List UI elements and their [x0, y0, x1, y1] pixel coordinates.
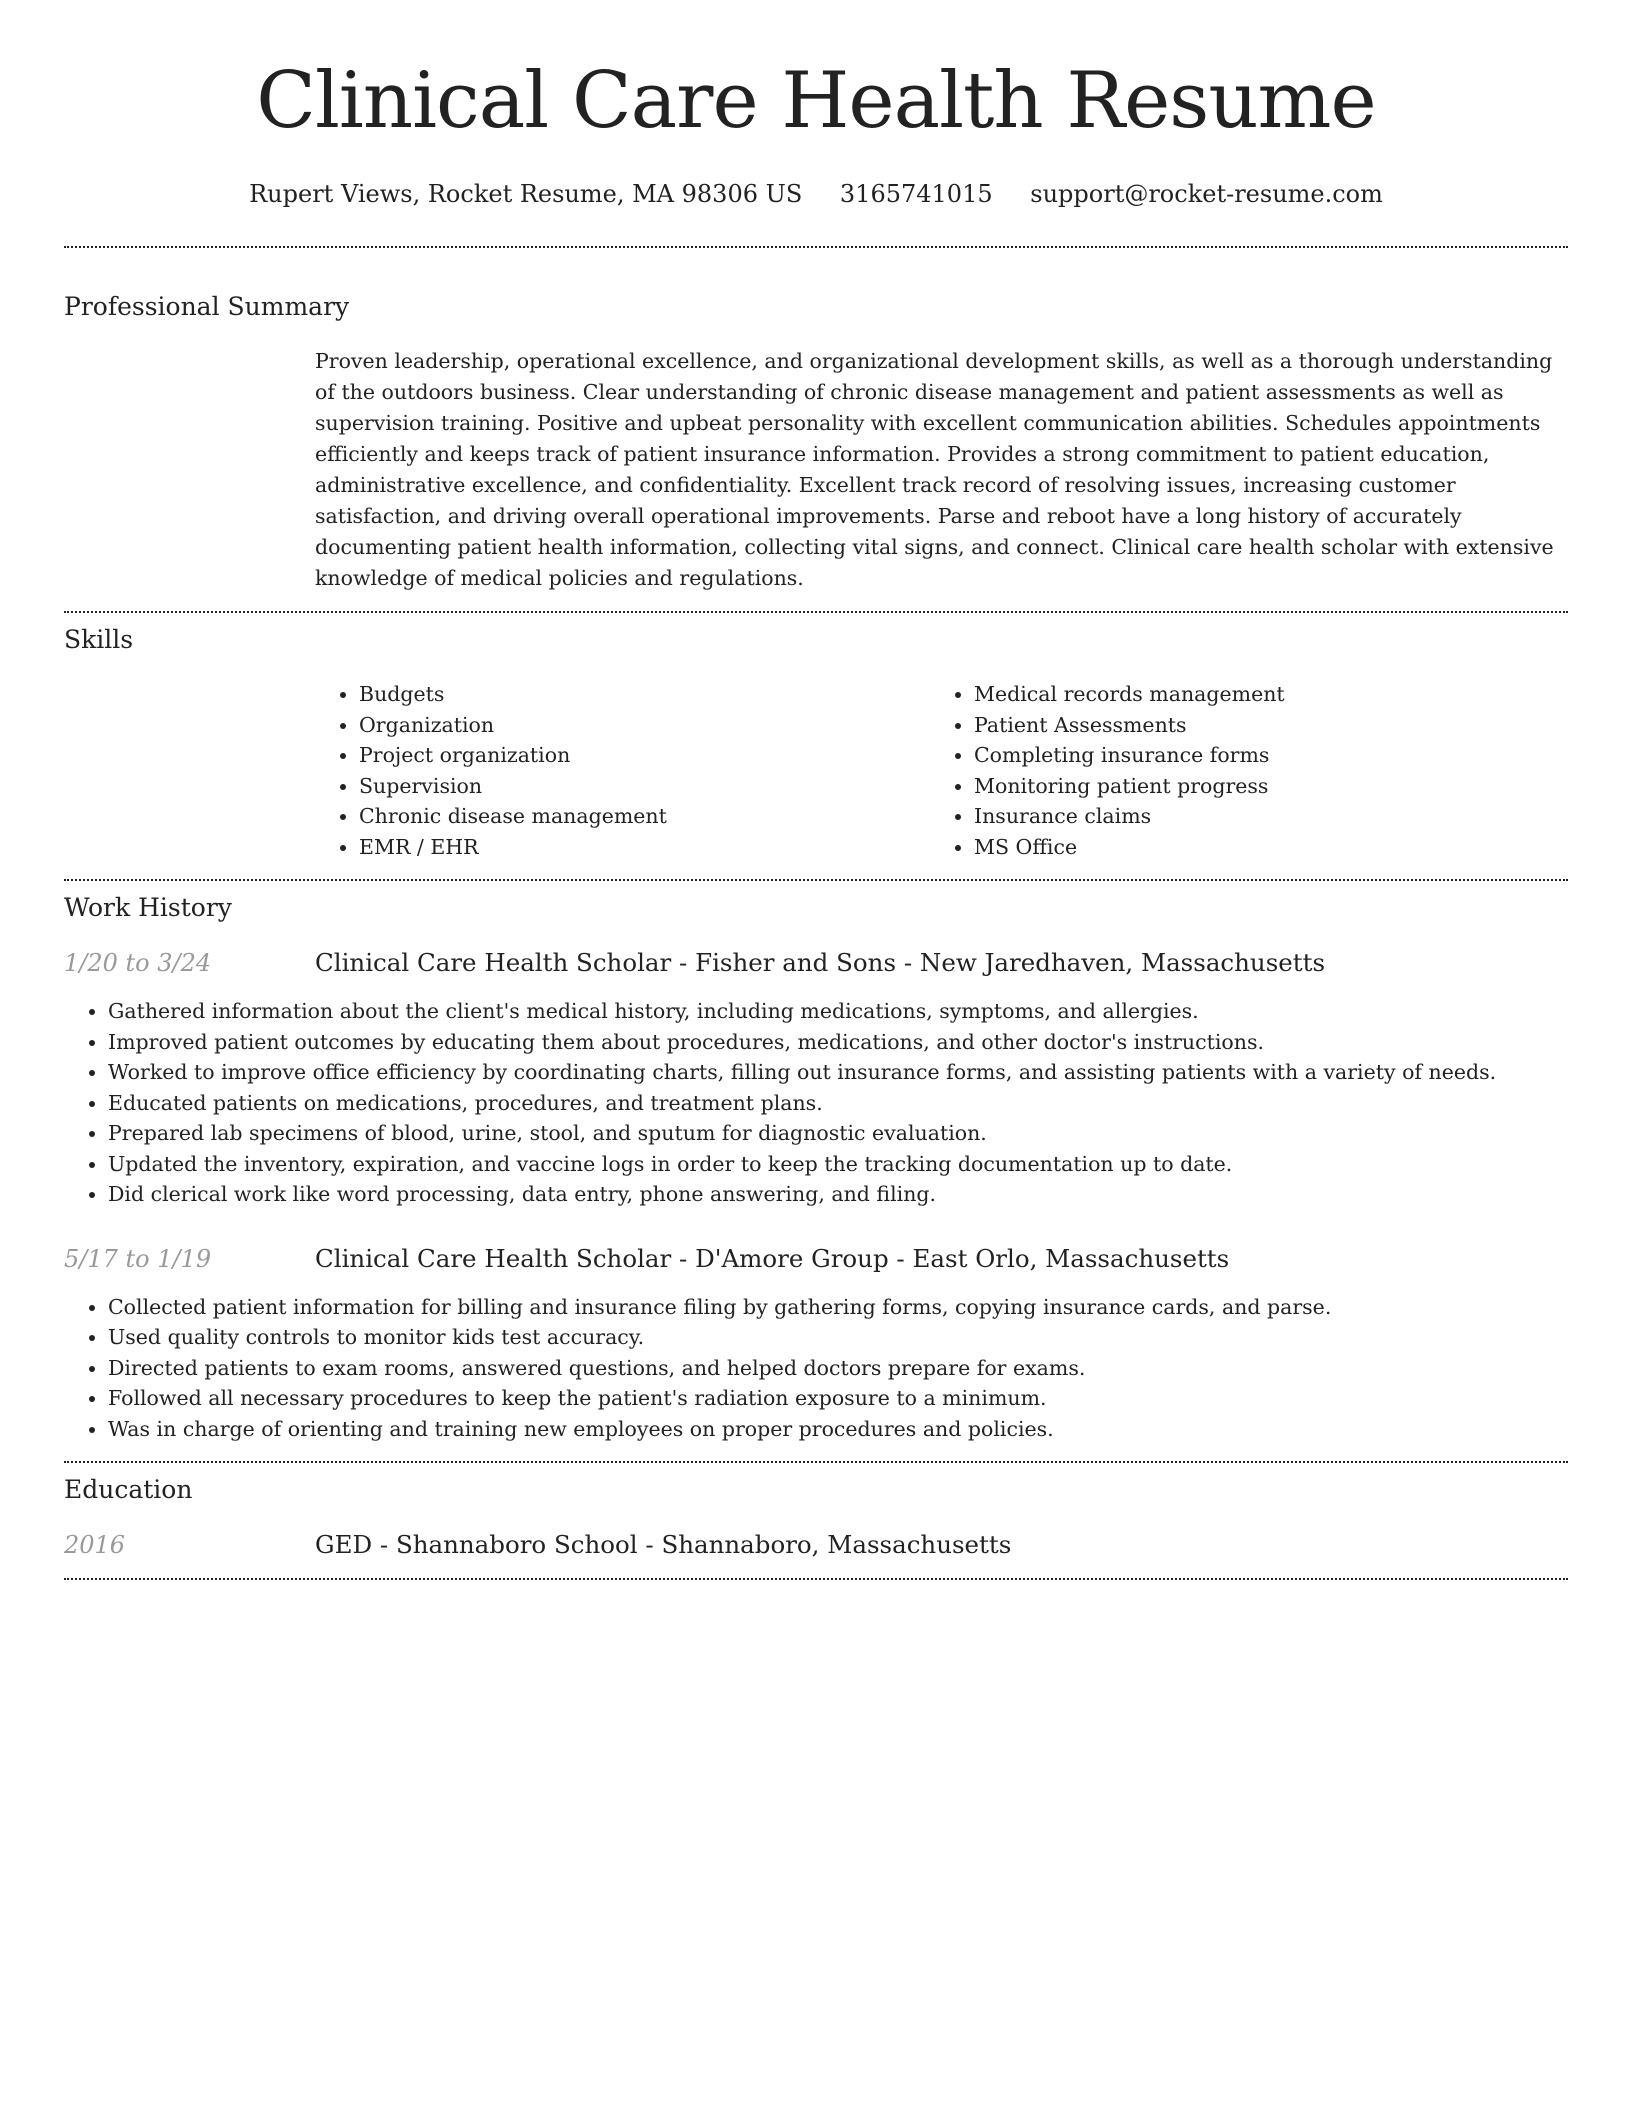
list-item: • Worked to improve office efficiency by coordinating charts, filling out insurance forms, and assisting patients with a variety of needs.	[108, 1057, 1568, 1088]
list-item: • Gathered information about the client's medical history, including medications, symptoms, and allergies.	[108, 996, 1568, 1027]
job-title: Clinical Care Health Scholar - Fisher and Sons - New Jaredhaven, Massachusetts	[315, 948, 1326, 977]
skill-item: • Supervision	[359, 771, 930, 802]
education-date: 2016	[64, 1531, 126, 1559]
contact-email: support@rocket-resume.com	[1030, 180, 1383, 208]
list-item: • Collected patient information for billing and insurance filing by gathering forms, copying insurance cards, and parse.	[108, 1292, 1568, 1323]
skill-item: • Monitoring patient progress	[974, 771, 1285, 802]
job-dates: 1/20 to 3/24	[64, 949, 212, 977]
list-item: • Improved patient outcomes by educating them about procedures, medications, and other doctor's instructions.	[108, 1027, 1568, 1058]
education-entry	[64, 1529, 1568, 1561]
list-item: • Used quality controls to monitor kids test accuracy.	[108, 1322, 1568, 1353]
skills-heading: Skills	[64, 625, 134, 654]
job-dates: 5/17 to 1/19	[64, 1244, 212, 1273]
contact-address: Rupert Views, Rocket Resume, MA 98306 US	[249, 180, 803, 208]
list-item: • Educated patients on medications, procedures, and treatment plans.	[108, 1088, 1568, 1119]
divider	[64, 1578, 1568, 1580]
summary-text: Proven leadership, operational excellence, and organizational development skills, as well as a thorough understanding of the outdoors business. Clear understanding of chronic disease management and patient assessments as well as supervision training. Positive and upbeat personality with excellent communication abilities. Schedules appointments efficiently and keeps track of patient insurance information. Provides a strong commitment to patient education, administrative excellence, and confidentiality. Excellent track record of resolving issues, increasing customer satisfaction, and driving overall operational improvements. Parse and reboot have a long history of accurately documenting patient health information, collecting vital signs, and connect. Clinical care health scholar with extensive knowledge of medical policies and regulations.	[315, 349, 1554, 590]
list-item: • Did clerical work like word processing, data entry, phone answering, and filing.	[108, 1179, 1568, 1210]
summary-heading: Professional Summary	[64, 292, 350, 321]
contact-phone: 3165741015	[839, 180, 993, 208]
skill-item: • Medical records management	[974, 679, 1285, 710]
skill-item: • Project organization	[359, 740, 930, 771]
skill-item: • EMR / EHR	[359, 832, 930, 863]
skills-column-left	[315, 679, 930, 862]
skills-column-right	[930, 679, 1285, 862]
skill-item: • Completing insurance forms	[974, 740, 1285, 771]
work-heading: Work History	[64, 893, 232, 922]
divider	[64, 879, 1568, 881]
job-entry	[64, 1243, 1568, 1445]
skills-list	[315, 679, 1568, 862]
divider	[64, 611, 1568, 613]
resume-page	[64, 0, 1568, 1580]
skill-item: • Patient Assessments	[974, 710, 1285, 741]
divider	[64, 1461, 1568, 1463]
list-item: • Directed patients to exam rooms, answered questions, and helped doctors prepare for exams.	[108, 1353, 1568, 1384]
skill-item: • Organization	[359, 710, 930, 741]
education-title: GED - Shannaboro School - Shannaboro, Massachusetts	[315, 1530, 1012, 1559]
skill-item: • MS Office	[974, 832, 1285, 863]
list-item: • Updated the inventory, expiration, and vaccine logs in order to keep the tracking documentation up to date.	[108, 1149, 1568, 1180]
job-header	[64, 1243, 1568, 1275]
list-item: • Prepared lab specimens of blood, urine, stool, and sputum for diagnostic evaluation.	[108, 1118, 1568, 1149]
resume-title: Clinical Care Health Resume	[256, 56, 1376, 146]
job-bullets	[64, 1292, 1568, 1445]
skill-item: • Budgets	[359, 679, 930, 710]
job-entry	[64, 947, 1568, 1210]
divider	[64, 246, 1568, 248]
job-bullets	[64, 996, 1568, 1210]
education-heading: Education	[64, 1475, 193, 1504]
job-header	[64, 947, 1568, 979]
skill-item: • Insurance claims	[974, 801, 1285, 832]
contact-line	[64, 178, 1568, 210]
list-item: • Followed all necessary procedures to keep the patient's radiation exposure to a minimum.	[108, 1383, 1568, 1414]
list-item: • Was in charge of orienting and training new employees on proper procedures and policies.	[108, 1414, 1568, 1445]
skill-item: • Chronic disease management	[359, 801, 930, 832]
job-title: Clinical Care Health Scholar - D'Amore Group - East Orlo, Massachusetts	[315, 1243, 1230, 1273]
